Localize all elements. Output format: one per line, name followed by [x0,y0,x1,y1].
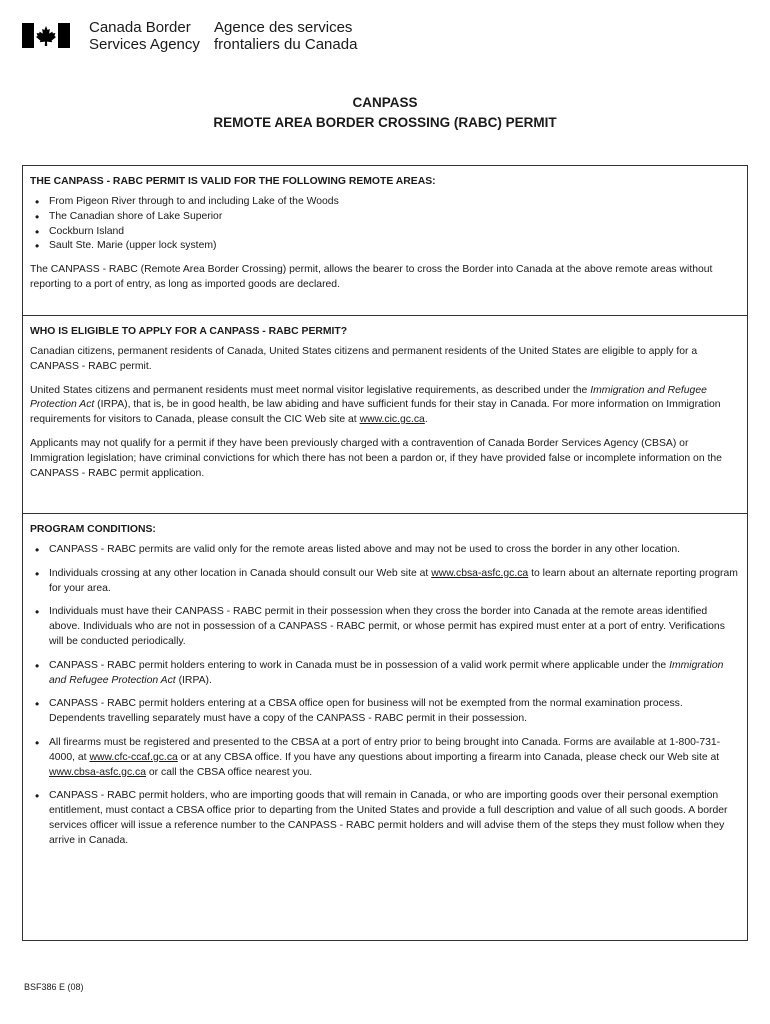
disqualification-paragraph: Applicants may not qualify for a permit if they have been previously charged with a contravention of Canada Border Services Agency (CBSA) or Immigration legislation; have criminal convictions for which there has not been a pardon or, if they have provided false or incomplete information on the CANPASS - RABC permit application. [30,437,722,479]
list-item: • All firearms must be registered and presented to the CBSA at a port of entry prior to being brought into Canada. Forms are available at 1-800-731-4000, at www.cfc-ccaf.gc.ca or at any CBSA office. If you have any questions about importing a firearm into Canada, please check our Web site at www.cbsa-asfc.gc.ca or call the CBSA office nearest you. [30,736,741,780]
permit-info-box [22,165,748,941]
agency-name-french: Agence des services frontaliers du Canada [214,19,358,53]
list-item: • CANPASS - RABC permit holders entering to work in Canada must be in possession of a valid work permit where applicable under the Immigration and Refugee Protection Act (IRPA). [30,659,741,689]
form-code: BSF386 E (08) [24,982,84,992]
list-item: • Individuals must have their CANPASS - RABC permit in their possession when they cross the border into Canada at the remote areas identified above. Individuals who are not in possession of a CANPASS - RABC permit, or whose permit has expired must enter at a port of entry. Verifications will be conducted periodically. [30,605,741,649]
eligibility-paragraph: Canadian citizens, permanent residents of Canada, United States citizens and permanent residents of the United States are eligible to apply for a CANPASS - RABC permit. [30,346,698,372]
section-eligibility [23,316,747,514]
section-heading: WHO IS ELIGIBLE TO APPLY FOR A CANPASS - RABC PERMIT? [30,326,348,337]
visitor-requirements-paragraph: United States citizens and permanent residents must meet normal visitor legislative requirements, as described under the Immigration and Refugee Protection Act (IRPA), that is, be in good health, be law abiding and have sufficient funds for their stay in Canada. For more information on Immigration requirements for visitors to Canada, please consult the CIC Web site at www.cic.gc.ca. [30,384,721,426]
list-item: • Individuals crossing at any other location in Canada should consult our Web site at www.cbsa-asfc.gc.ca to learn about an alternate reporting program for your area. [30,567,741,597]
cic-link[interactable]: www.cic.gc.ca [359,414,425,426]
cbsa-link[interactable]: www.cbsa-asfc.gc.ca [49,766,147,778]
list-item: • Cockburn Island [30,225,741,240]
cbsa-link[interactable]: www.cbsa-asfc.gc.ca [431,567,529,579]
section-heading: PROGRAM CONDITIONS: [30,524,156,535]
list-item: • CANPASS - RABC permit holders, who are importing goods that will remain in Canada, or who are importing goods over their personal exemption entitlement, must contact a CBSA office prior to departing from the United States and provide a full description and value of all such goods. A border services officer will issue a reference number to the CANPASS - RABC permit holders and will advise them of the steps they must follow when they arrive in Canada. [30,789,741,848]
page-title: CANPASS REMOTE AREA BORDER CROSSING (RABC) PERMIT [213,95,557,130]
permit-description: The CANPASS - RABC (Remote Area Border Crossing) permit, allows the bearer to cross the Border into Canada at the above remote areas without reporting to a port of entry, as long as imported goods are declared. [30,264,713,290]
list-item: • The Canadian shore of Lake Superior [30,210,741,225]
canada-flag-icon [22,23,70,48]
cfc-link[interactable]: www.cfc-ccaf.gc.ca [89,751,178,763]
conditions-list [30,543,741,849]
list-item: • CANPASS - RABC permit holders entering at a CBSA office open for business will not be exempted from the normal examination process. Dependents travelling separately must have a copy of the CANPASS - RABC permit in their possession. [30,697,741,727]
section-remote-areas [23,166,747,316]
section-heading: THE CANPASS - RABC PERMIT IS VALID FOR THE FOLLOWING REMOTE AREAS: [30,176,436,187]
section-program-conditions [23,514,747,940]
remote-areas-list [30,195,741,254]
agency-name-english: Canada Border Services Agency [89,19,200,53]
list-item: • Sault Ste. Marie (upper lock system) [30,239,741,254]
list-item: • CANPASS - RABC permits are valid only for the remote areas listed above and may not be used to cross the border in any other location. [30,543,741,558]
list-item: • From Pigeon River through to and including Lake of the Woods [30,195,741,210]
